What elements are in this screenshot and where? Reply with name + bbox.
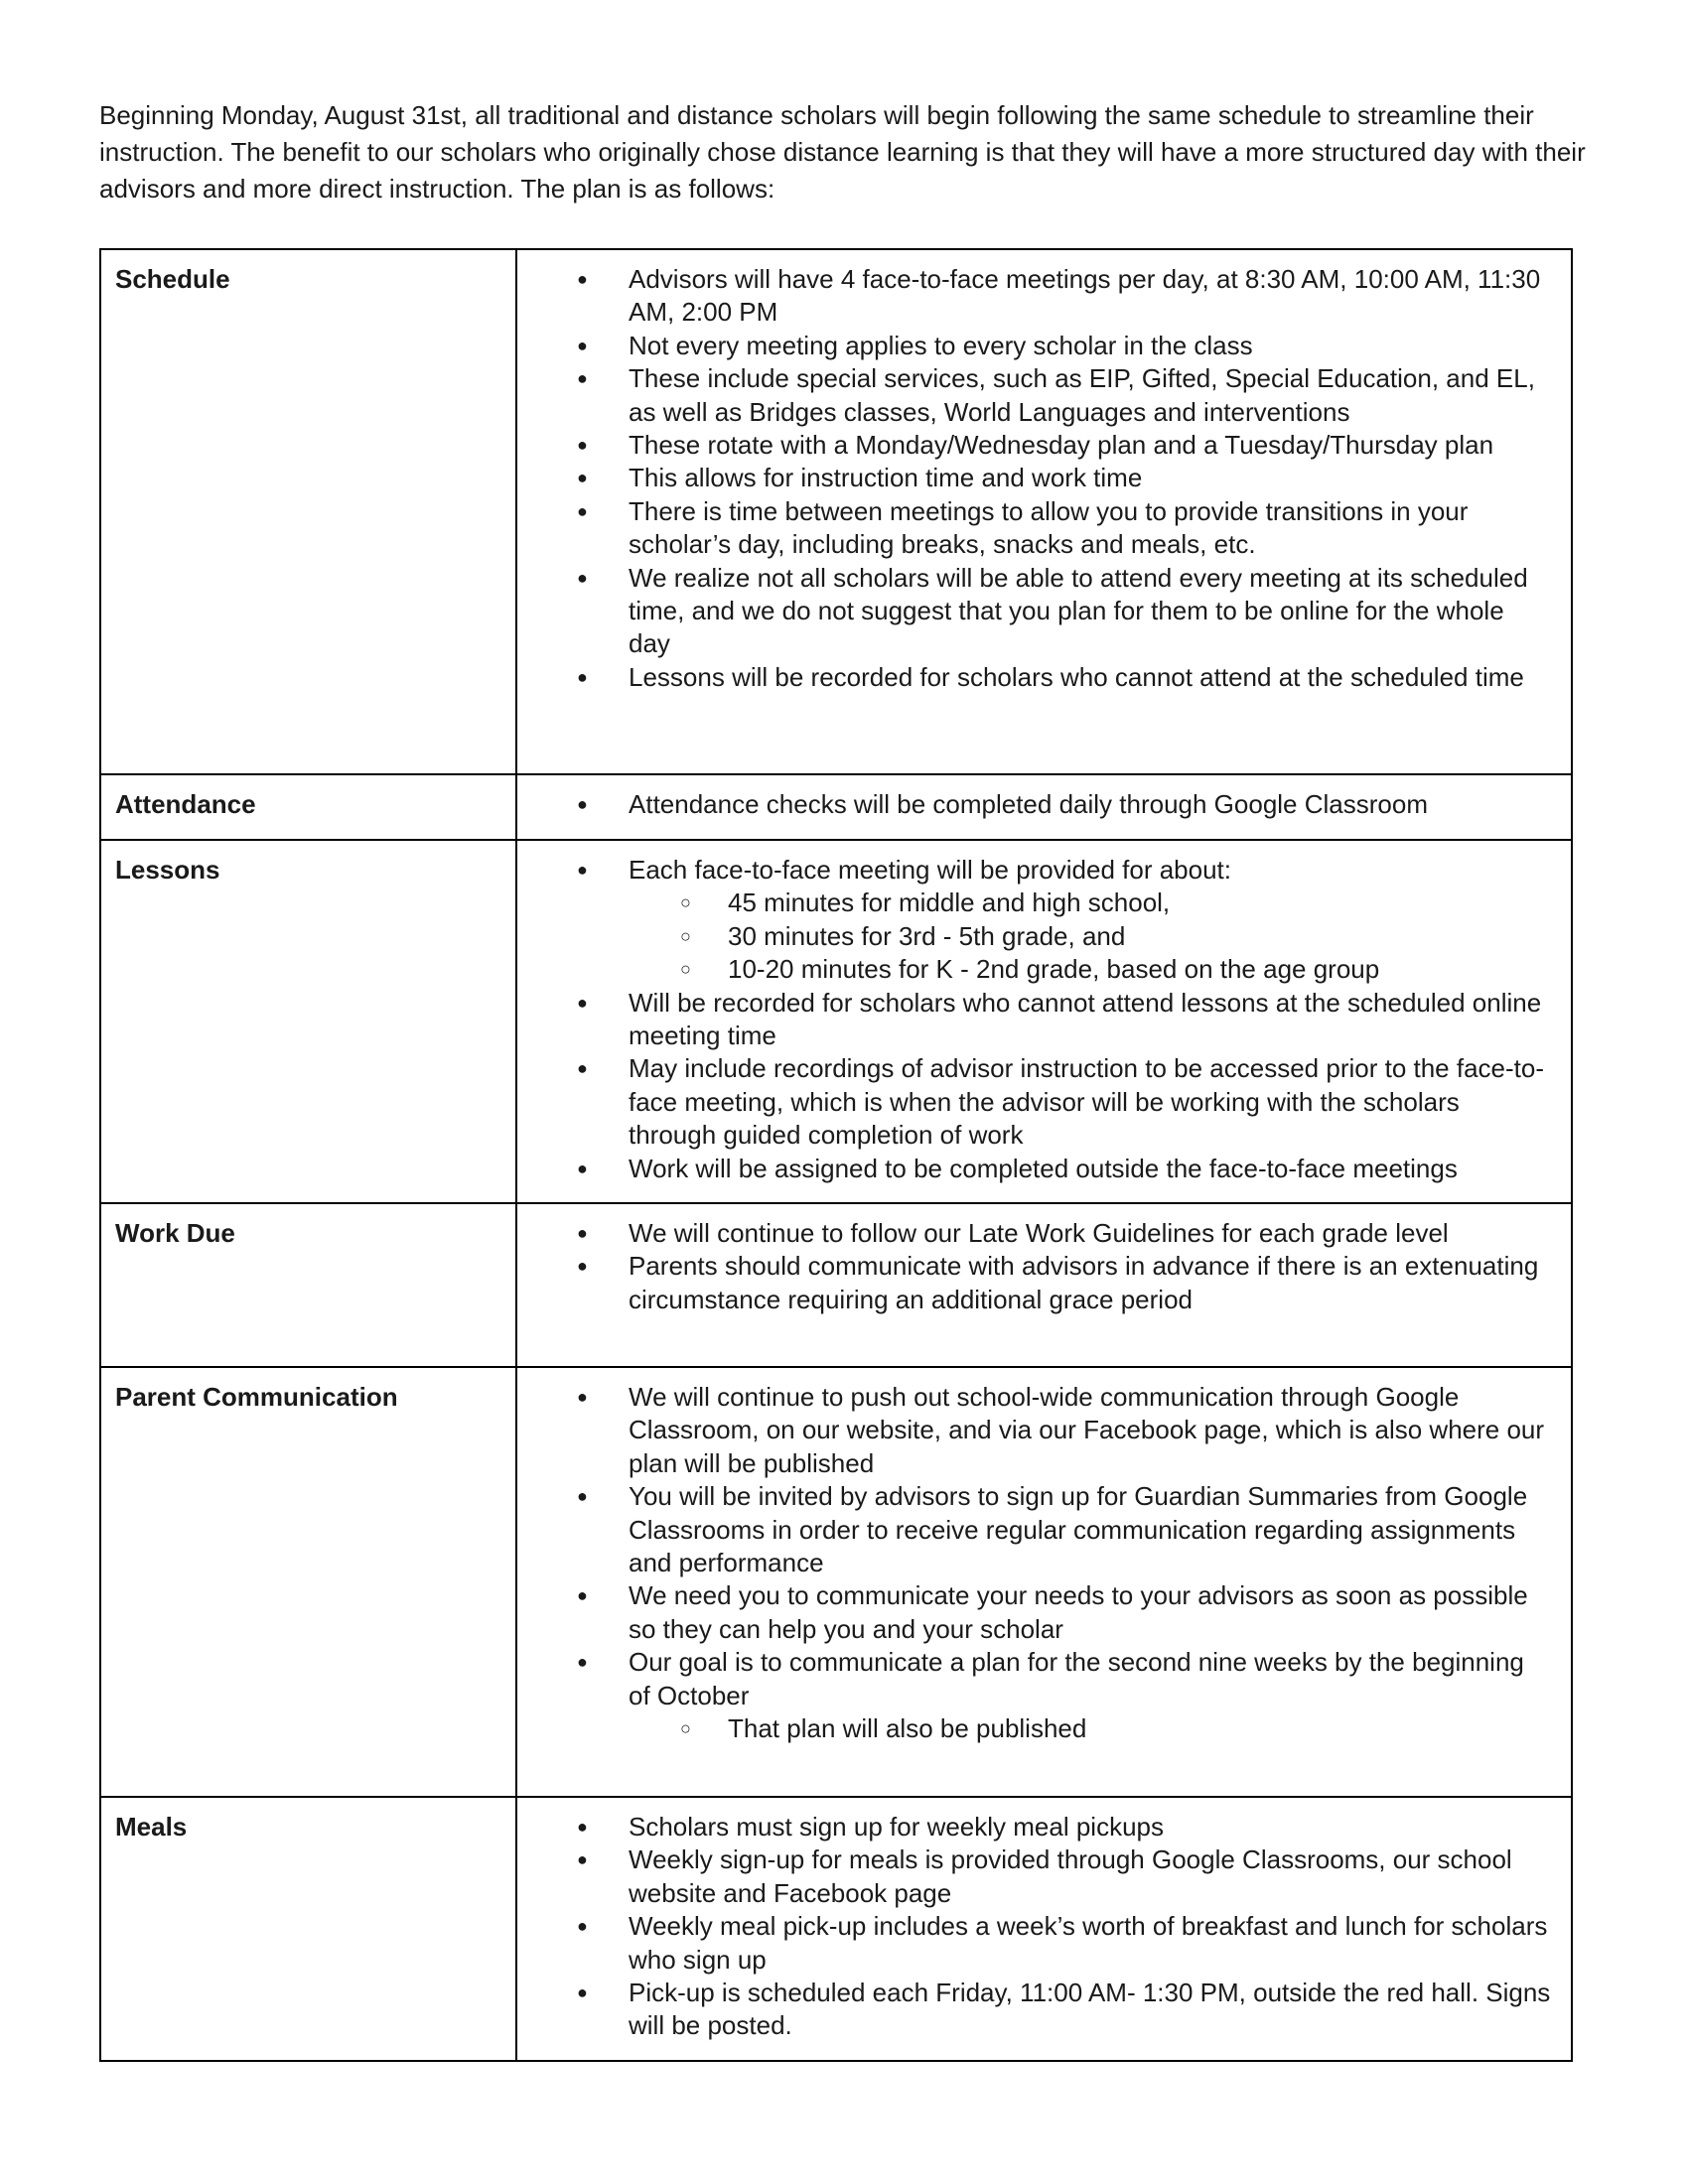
bullet-icon: ● (577, 1585, 588, 1606)
table-row-attendance (100, 774, 1572, 840)
list-item: ● We will continue to push out school-wide communication through Google Classroom, on our website, and via our Facebook page, which is also where our plan will be published (577, 1382, 1545, 1478)
bullet-icon: ● (577, 794, 588, 814)
details-cell (516, 249, 1572, 774)
list-item: ● Lessons will be recorded for scholars who cannot attend at the scheduled time (517, 661, 1551, 694)
topic-cell: Work Due (100, 1203, 516, 1367)
list-item: ● Will be recorded for scholars who cannot attend lessons at the scheduled online meeting time (577, 987, 1542, 1051)
bullet-list (517, 1217, 1551, 1316)
list-item: ● We realize not all scholars will be able to attend every meeting at its scheduled time, and we do not suggest that you plan for them to be online for the whole day (577, 562, 1528, 659)
sub-list-item: ○ 10-20 minutes for K - 2nd grade, based on the age group (629, 953, 1551, 986)
list-item: ● Advisors will have 4 face-to-face meetings per day, at 8:30 AM, 10:00 AM, 11:30 AM, 2:00 PM (577, 264, 1541, 328)
plan-table (99, 248, 1573, 2062)
bullet-icon: ● (577, 1223, 588, 1243)
topic-cell: Meals (100, 1797, 516, 2061)
circle-bullet-icon: ○ (680, 1718, 691, 1739)
bullet-list (517, 854, 1551, 1185)
bullet-icon: ● (577, 1652, 588, 1673)
list-item: ● Scholars must sign up for weekly meal pickups (517, 1811, 1551, 1843)
bullet-list (517, 1381, 1551, 1745)
circle-bullet-icon: ○ (680, 959, 691, 980)
list-item: ● This allows for instruction time and work time (517, 462, 1551, 494)
list-item: ● You will be invited by advisors to sign up for Guardian Summaries from Google Classrooms in order to receive regular communication regarding assignments and performance (577, 1481, 1528, 1578)
topic-cell: Parent Communication (100, 1367, 516, 1797)
bullet-icon: ● (577, 368, 588, 389)
list-item: ● Our goal is to communicate a plan for the second nine weeks by the beginning of October ○ That plan will also be published (517, 1646, 1551, 1745)
sub-list-item: ○ That plan will also be published (629, 1712, 1551, 1745)
list-item: ● Parents should communicate with advisors in advance if there is an extenuating circumstance requiring an additional grace period (577, 1251, 1539, 1314)
bullet-icon: ● (577, 1256, 588, 1277)
table-row-schedule (100, 249, 1572, 774)
bullet-icon: ● (577, 1982, 588, 2003)
bullet-list (517, 1811, 1551, 2043)
bullet-icon: ● (577, 500, 588, 521)
details-cell (516, 774, 1572, 840)
list-item: ● Each face-to-face meeting will be provided for about: ○ 45 minutes for middle and high school, ○ 30 minutes for 3rd - 5th grade, and ○ 10-20 minutes for K - 2nd grade, based on the age group (517, 854, 1551, 987)
topic-cell: Attendance (100, 774, 516, 840)
table-row-lessons (100, 840, 1572, 1203)
bullet-icon: ● (577, 1916, 588, 1937)
bullet-icon: ● (577, 335, 588, 355)
details-cell (516, 1367, 1572, 1797)
bullet-icon: ● (577, 1158, 588, 1178)
bullet-list (517, 263, 1551, 694)
bullet-list (517, 788, 1551, 821)
bullet-icon: ● (577, 1849, 588, 1870)
list-item: ● Not every meeting applies to every scholar in the class (517, 330, 1551, 362)
intro-paragraph: Beginning Monday, August 31st, all traditional and distance scholars will begin following the same schedule to streamline their instruction. The benefit to our scholars who originally chose distance learning is that they will have a more structured day with their advisors and more direct instruction. The plan is as follows: (99, 100, 1586, 204)
bullet-icon: ● (577, 860, 588, 880)
details-cell (516, 840, 1572, 1203)
bullet-icon: ● (577, 666, 588, 687)
list-item: ● May include recordings of advisor instruction to be accessed prior to the face-to-face meeting, which is when the advisor will be working with the scholars through guided completion of work (577, 1053, 1545, 1151)
bullet-icon: ● (577, 1817, 588, 1837)
bullet-icon: ● (577, 269, 588, 289)
list-item: ● These include special services, such as EIP, Gifted, Special Education, and EL, as well as Bridges classes, World Languages and interventions (577, 363, 1535, 427)
sub-list-item: ○ 45 minutes for middle and high school, (629, 887, 1551, 919)
table-row-meals (100, 1797, 1572, 2061)
list-item: ● We need you to communicate your needs to your advisors as soon as possible so they can help you and your scholar (577, 1580, 1528, 1644)
sub-bullet-list (629, 887, 1551, 986)
bullet-icon: ● (577, 992, 588, 1013)
bullet-icon: ● (577, 468, 588, 488)
bullet-icon: ● (577, 567, 588, 588)
circle-bullet-icon: ○ (680, 925, 691, 946)
details-cell (516, 1203, 1572, 1367)
sub-bullet-list (629, 1712, 1551, 1745)
bullet-icon: ● (577, 1058, 588, 1079)
list-item: ● Weekly meal pick-up includes a week’s worth of breakfast and lunch for scholars who sign up (577, 1911, 1548, 1975)
list-item: ● Attendance checks will be completed daily through Google Classroom (517, 788, 1551, 821)
details-cell (516, 1797, 1572, 2061)
topic-cell: Schedule (100, 249, 516, 774)
topic-cell: Lessons (100, 840, 516, 1203)
list-item: ● Work will be assigned to be completed outside the face-to-face meetings (517, 1153, 1551, 1185)
list-item: ● Pick-up is scheduled each Friday, 11:00 AM- 1:30 PM, outside the red hall. Signs will be posted. (577, 1978, 1551, 2041)
bullet-icon: ● (577, 1486, 588, 1507)
list-item: ● Weekly sign-up for meals is provided through Google Classrooms, our school website and Facebook page (577, 1844, 1512, 1908)
list-item: ● These rotate with a Monday/Wednesday plan and a Tuesday/Thursday plan (517, 429, 1551, 462)
table-row-work-due (100, 1203, 1572, 1367)
list-item: ● We will continue to follow our Late Work Guidelines for each grade level (517, 1217, 1551, 1250)
bullet-icon: ● (577, 1387, 588, 1407)
list-item: ● There is time between meetings to allow you to provide transitions in your scholar’s day, including breaks, snacks and meals, etc. (577, 495, 1469, 560)
bullet-icon: ● (577, 435, 588, 456)
circle-bullet-icon: ○ (680, 892, 691, 913)
sub-list-item: ○ 30 minutes for 3rd - 5th grade, and (629, 920, 1551, 953)
table-row-parent-communication (100, 1367, 1572, 1797)
